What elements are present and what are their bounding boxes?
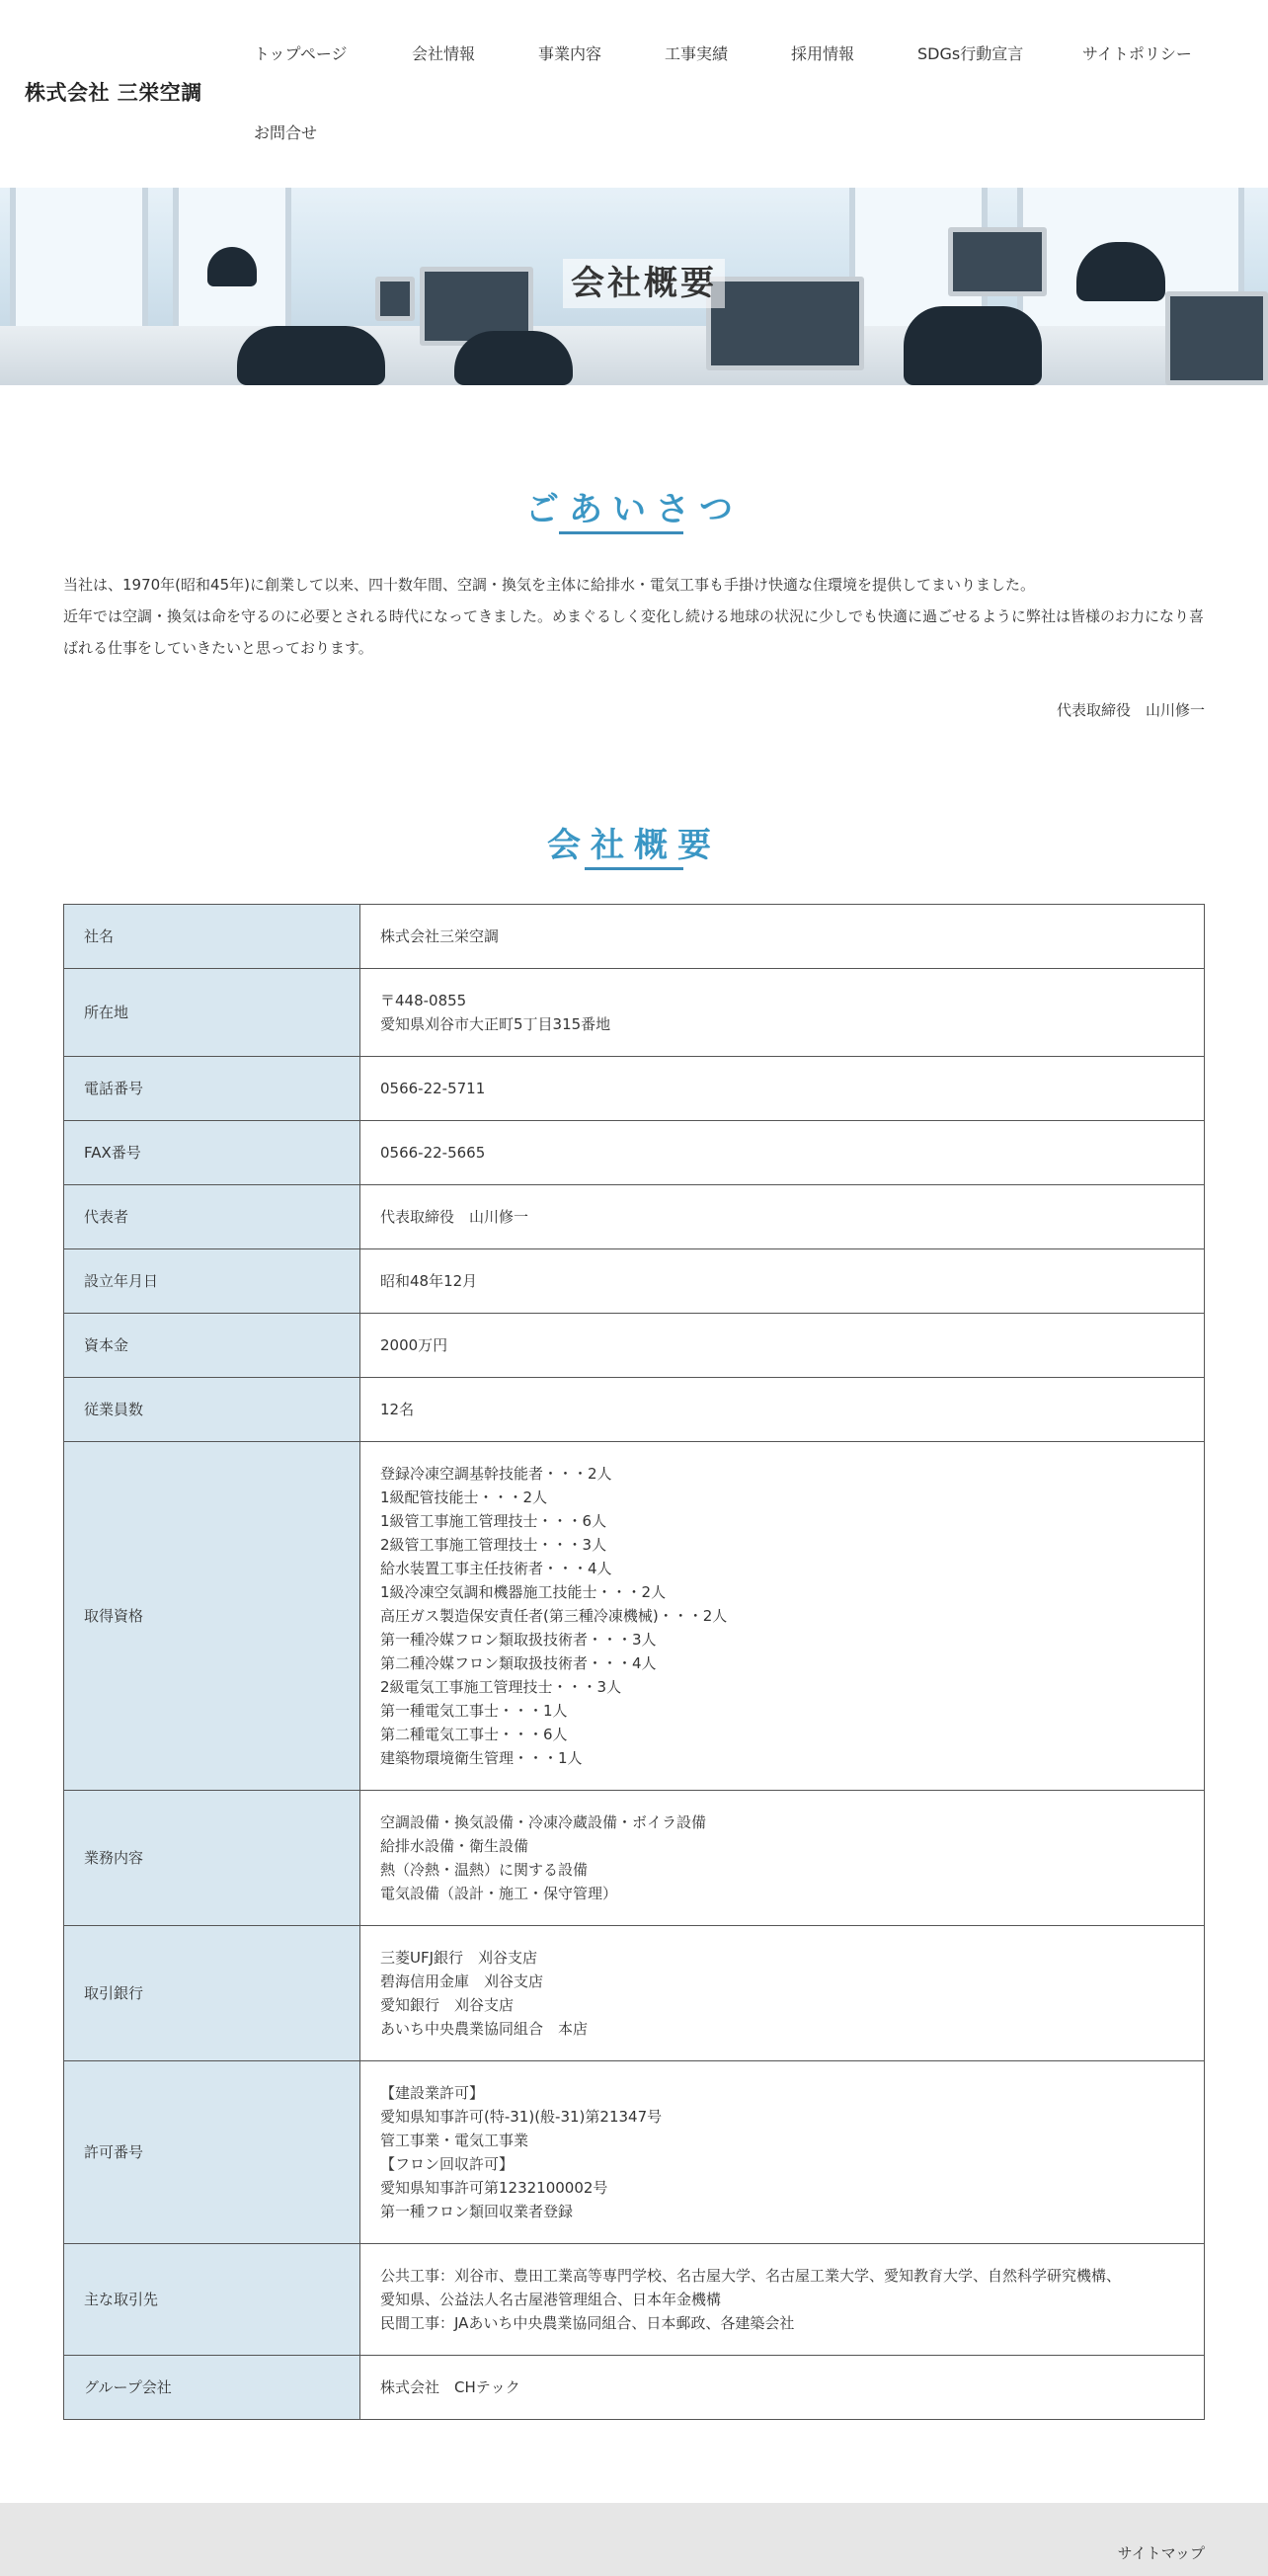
- site-logo[interactable]: 株式会社 三栄空調: [25, 81, 202, 105]
- row-label: グループ会社: [64, 2356, 360, 2420]
- table-row: [64, 1057, 1205, 1121]
- row-value: 株式会社三栄空調: [360, 905, 1205, 969]
- row-value: 三菱UFJ銀行 刈谷支店 碧海信用金庫 刈谷支店 愛知銀行 刈谷支店 あいち中央農業協同組合 本店: [360, 1926, 1205, 2061]
- table-row: [64, 969, 1205, 1057]
- table-row: [64, 905, 1205, 969]
- row-value: 0566-22-5665: [360, 1121, 1205, 1185]
- table-row: [64, 2244, 1205, 2356]
- nav-item-top[interactable]: トップページ: [254, 44, 348, 63]
- sitemap-link[interactable]: サイトマップ: [1117, 2544, 1205, 2562]
- row-label: 従業員数: [64, 1378, 360, 1442]
- table-row: [64, 1442, 1205, 1791]
- row-value: 2000万円: [360, 1314, 1205, 1378]
- table-row: [64, 1314, 1205, 1378]
- row-label: 資本金: [64, 1314, 360, 1378]
- row-value: 〒448-0855 愛知県刈谷市大正町5丁目315番地: [360, 969, 1205, 1057]
- greeting-heading-underline: [559, 531, 683, 534]
- greeting-paragraph-1: 当社は、1970年(昭和45年)に創業して以来、四十数年間、空調・換気を主体に給排水・電気工事も手掛け快適な住環境を提供してまいりました。: [63, 576, 1035, 594]
- table-row: [64, 1378, 1205, 1442]
- nav-item-business[interactable]: 事業内容: [538, 44, 602, 63]
- row-label: 許可番号: [64, 2061, 360, 2244]
- row-value: 昭和48年12月: [360, 1249, 1205, 1314]
- nav-item-works[interactable]: 工事実績: [665, 44, 729, 63]
- row-value: 12名: [360, 1378, 1205, 1442]
- table-row: [64, 1791, 1205, 1926]
- table-row: [64, 1121, 1205, 1185]
- site-footer: [0, 2503, 1268, 2576]
- table-row: [64, 1926, 1205, 2061]
- table-row: [64, 2061, 1205, 2244]
- table-row: [64, 1249, 1205, 1314]
- row-value: 登録冷凍空調基幹技能者・・・2人 1級配管技能士・・・2人 1級管工事施工管理技士・・・6人 2級管工事施工管理技士・・・3人 給水装置工事主任技術者・・・4人 1級冷凍空気調和機器施工技能士・・・2人 高圧ガス製造保安責任者(第三種冷凍機械)・・・2人 第一種冷媒フロン類取扱技術者・・・3人 第二種冷媒フロン類取扱技術者・・・4人 2級電気工事施工管理技士・・・3人 第一種電気工事士・・・1人 第二種電気工事士・・・6人 建築物環境衛生管理・・・1人: [360, 1442, 1205, 1791]
- table-row: [64, 1185, 1205, 1249]
- table-row: [64, 2356, 1205, 2420]
- row-value: 代表取締役 山川修一: [360, 1185, 1205, 1249]
- nav-item-contact[interactable]: お問合せ: [254, 123, 318, 142]
- row-label: 取得資格: [64, 1442, 360, 1791]
- overview-heading: 会社概要: [547, 826, 721, 865]
- row-label: 電話番号: [64, 1057, 360, 1121]
- overview-heading-underline: [585, 867, 683, 870]
- greeting-heading: ごあいさつ: [525, 490, 743, 529]
- greeting-paragraph-2: 近年では空調・換気は命を守るのに必要とされる時代になってきました。めまぐるしく変化し続ける地球の状況に少しでも快適に過ごせるように弊社は皆様のお力になり喜ばれる仕事をしていきたいと思っております。: [63, 607, 1205, 657]
- nav-item-policy[interactable]: サイトポリシー: [1082, 44, 1192, 63]
- row-value: 公共工事：刈谷市、豊田工業高等専門学校、名古屋大学、名古屋工業大学、愛知教育大学、自然科学研究機構、 愛知県、公益法人名古屋港管理組合、日本年金機構 民間工事：JAあいち中央農業協同組合、日本郵政、各建築会社: [360, 2244, 1205, 2356]
- company-overview-table: [63, 904, 1205, 2420]
- site-header: [0, 0, 1268, 188]
- row-label: 設立年月日: [64, 1249, 360, 1314]
- row-value: 0566-22-5711: [360, 1057, 1205, 1121]
- nav-item-company[interactable]: 会社情報: [412, 44, 476, 63]
- row-label: 業務内容: [64, 1791, 360, 1926]
- row-label: 主な取引先: [64, 2244, 360, 2356]
- row-value: 株式会社 CHテック: [360, 2356, 1205, 2420]
- row-label: 代表者: [64, 1185, 360, 1249]
- nav-item-sdgs[interactable]: SDGs行動宣言: [917, 44, 1024, 63]
- page-title: 会社概要: [563, 259, 725, 308]
- nav-item-recruit[interactable]: 採用情報: [791, 44, 855, 63]
- greeting-signature: 代表取締役 山川修一: [1056, 701, 1205, 719]
- row-label: 所在地: [64, 969, 360, 1057]
- row-value: 【建設業許可】 愛知県知事許可(特-31)(般-31)第21347号 管工事業・電気工事業 【フロン回収許可】 愛知県知事許可第1232100002号 第一種フロン類回収業者登録: [360, 2061, 1205, 2244]
- row-label: FAX番号: [64, 1121, 360, 1185]
- row-label: 社名: [64, 905, 360, 969]
- row-value: 空調設備・換気設備・冷凍冷蔵設備・ボイラ設備 給排水設備・衛生設備 熱（冷熱・温熱）に関する設備 電気設備（設計・施工・保守管理）: [360, 1791, 1205, 1926]
- row-label: 取引銀行: [64, 1926, 360, 2061]
